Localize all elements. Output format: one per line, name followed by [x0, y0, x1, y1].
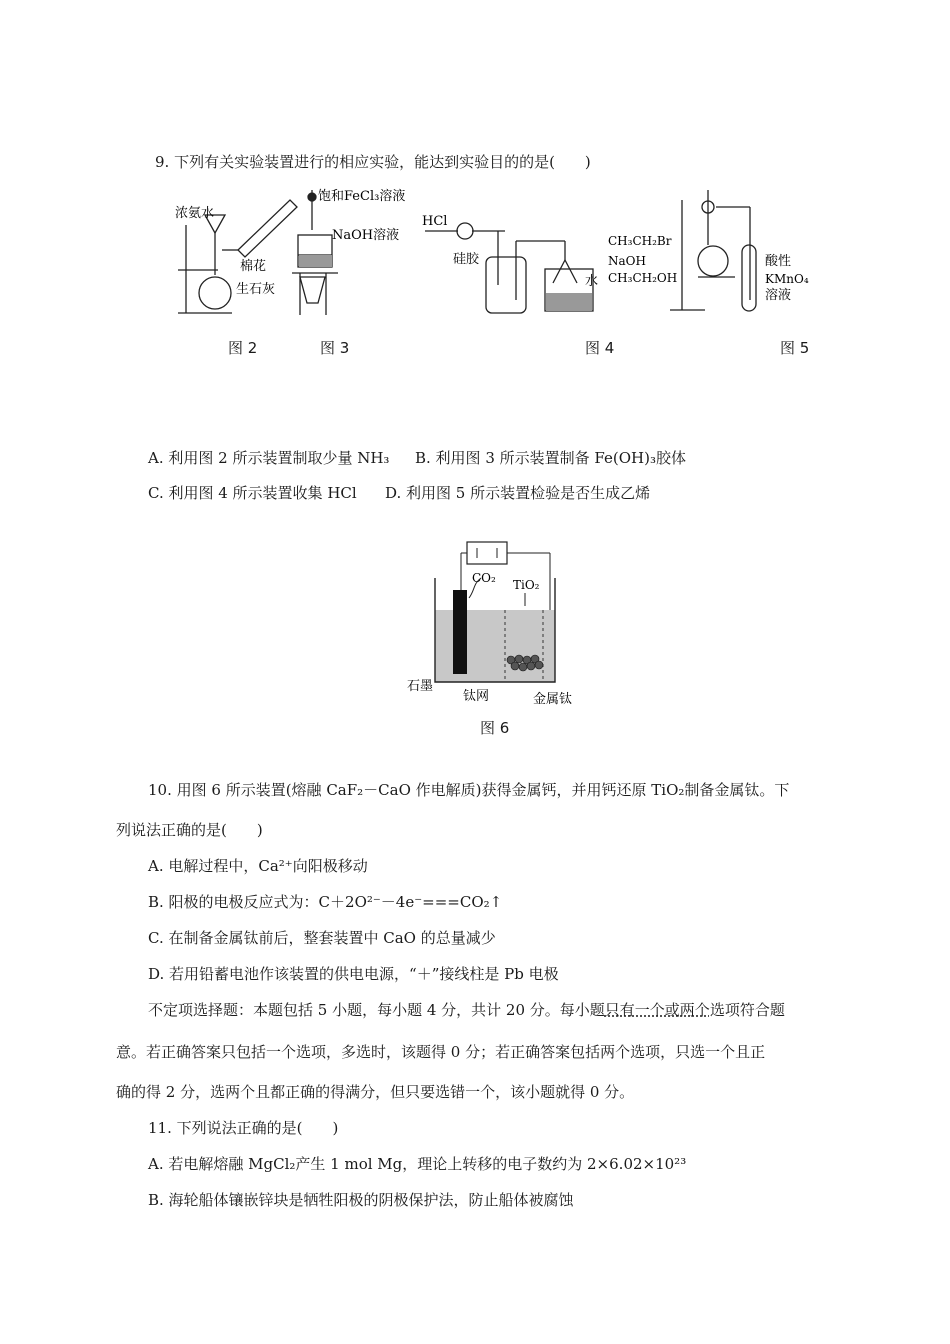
fig5-label-5: KMnO₄ — [765, 272, 809, 286]
fig2-label-2: 棉花 — [240, 259, 267, 274]
q9-option-a: A. 利用图 2 所示装置制取少量 NH₃ — [148, 449, 390, 467]
instructions-emphasis: 只有一个或两个 — [604, 1001, 710, 1019]
fig6-label-mesh: 钛网 — [463, 689, 490, 704]
fig4-label-2: 硅胶 — [453, 252, 480, 267]
fig4-caption: 图 4 — [585, 339, 615, 357]
fig2-label-3: 生石灰 — [236, 282, 276, 297]
q9-stem: 9. 下列有关实验装置进行的相应实验，能达到实验目的的是( ) — [155, 153, 591, 171]
instructions-line3: 确的得 2 分，选两个且都正确的得满分，但只要选错一个，该小题就得 0 分。 — [116, 1083, 635, 1101]
fig5-label-6: 溶液 — [765, 288, 792, 303]
fig6-label-graphite: 石墨 — [407, 679, 434, 694]
q10-option-b: B. 阳极的电极反应式为：C＋2O²⁻－4e⁻===CO₂↑ — [148, 893, 503, 911]
fig6-label-tio2: TiO₂ — [513, 578, 540, 592]
q10-option-c: C. 在制备金属钛前后，整套装置中 CaO 的总量减少 — [148, 929, 496, 947]
q11-stem: 11. 下列说法正确的是( ) — [148, 1119, 339, 1137]
fig6-label-ti: 金属钛 — [533, 692, 573, 707]
fig3-label-1: 饱和FeCl₃溶液 — [318, 189, 406, 204]
fig3-label-2: NaOH溶液 — [332, 228, 400, 243]
fig2-label-1: 浓氨水 — [175, 206, 215, 221]
q9-option-d: D. 利用图 5 所示装置检验是否生成乙烯 — [385, 484, 651, 502]
q10-option-d: D. 若用铅蓄电池作该装置的供电电源，“＋”接线柱是 Pb 电极 — [148, 965, 559, 983]
fig5-label-3: CH₃CH₂OH — [608, 271, 678, 285]
q10-stem-line1: 10. 用图 6 所示装置(熔融 CaF₂－CaO 作电解质)获得金属钙，并用钙还原 TiO₂制备金属钛。下 — [148, 781, 790, 799]
fig6-electrolysis-diagram — [405, 538, 605, 708]
fig5-label-1: CH₃CH₂Br — [608, 234, 672, 248]
q11-option-b: B. 海轮船体镶嵌锌块是牺牲阳极的阴极保护法，防止船体被腐蚀 — [148, 1191, 574, 1209]
q9-apparatus-figure — [160, 185, 860, 325]
fig4-label-1: HCl — [422, 214, 448, 229]
q9-option-c: C. 利用图 4 所示装置收集 HCl — [148, 484, 357, 502]
instructions-text-c: 选项符合题 — [709, 1001, 785, 1019]
q9-option-b: B. 利用图 3 所示装置制备 Fe(OH)₃胶体 — [415, 449, 686, 467]
instructions-line2: 意。若正确答案只包括一个选项，多选时，该题得 0 分；若正确答案包括两个选项，只选一个且正 — [116, 1043, 766, 1061]
fig5-label-2: NaOH — [608, 254, 646, 268]
q10-option-a: A. 电解过程中，Ca²⁺向阳极移动 — [148, 857, 368, 875]
fig3-caption: 图 3 — [320, 339, 350, 357]
instructions-line1 — [148, 1000, 785, 1020]
q10-stem-line2: 列说法正确的是( ) — [116, 821, 263, 839]
fig6-label-co2: CO₂ — [472, 571, 496, 585]
q11-option-a: A. 若电解熔融 MgCl₂产生 1 mol Mg，理论上转移的电子数约为 2×6.02×10²³ — [148, 1155, 687, 1173]
fig5-caption: 图 5 — [780, 339, 810, 357]
fig2-caption: 图 2 — [228, 339, 258, 357]
instructions-text-a: 不定项选择题：本题包括 5 小题，每小题 4 分，共计 20 分。每小题 — [148, 1001, 605, 1019]
fig6-caption: 图 6 — [480, 719, 510, 737]
fig4-label-3: 水 — [585, 274, 599, 289]
fig5-label-4: 酸性 — [765, 254, 792, 269]
